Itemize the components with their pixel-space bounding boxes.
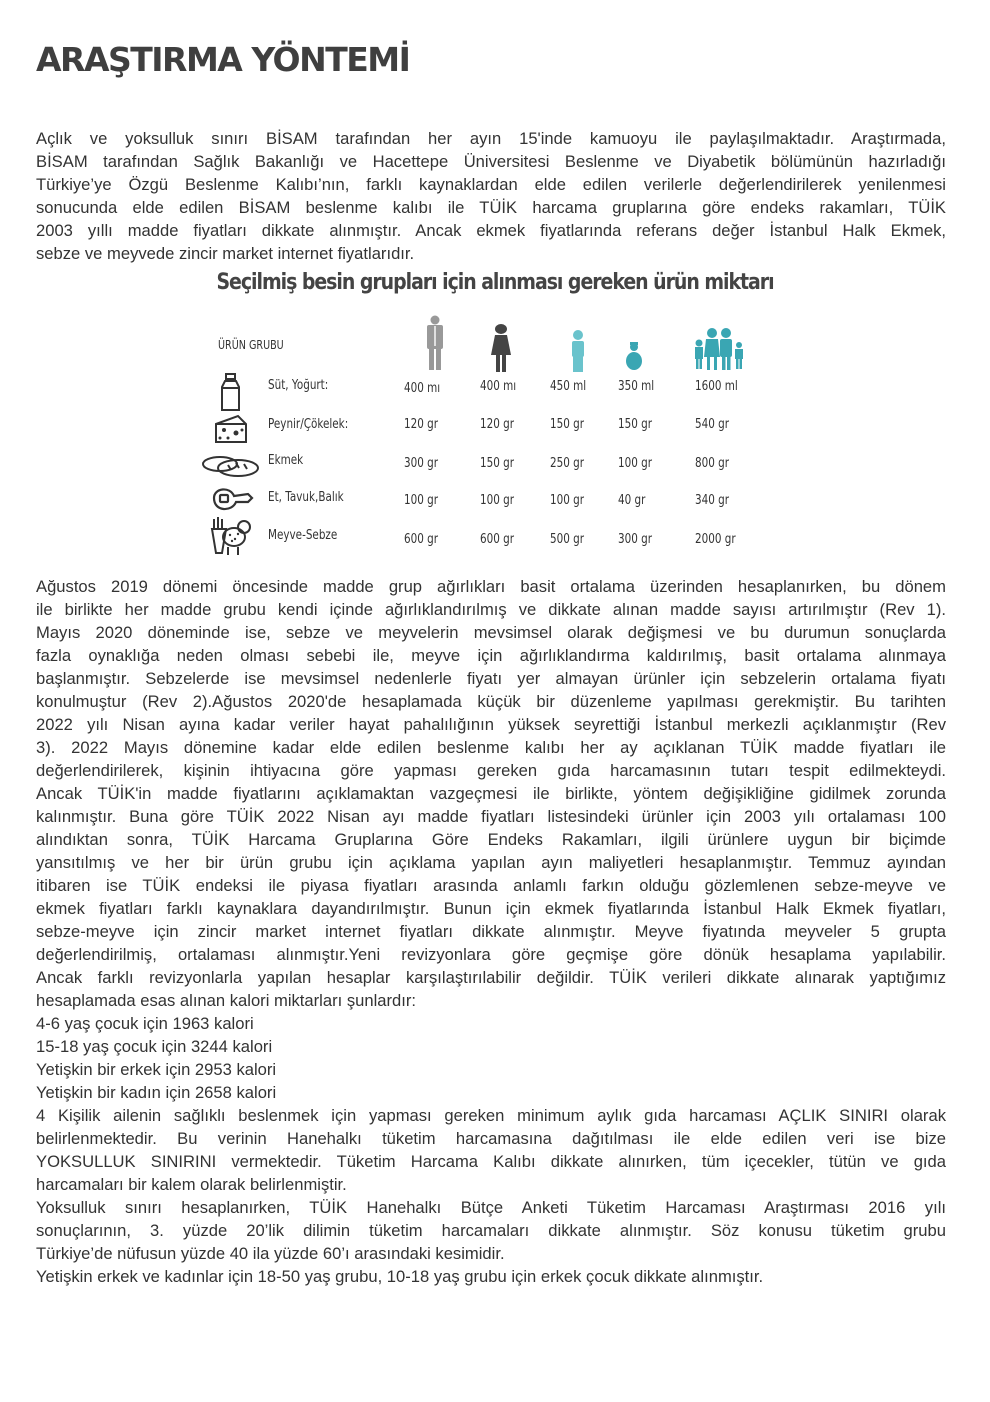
- value-cell: 120 gr: [404, 417, 439, 432]
- row-label: Ekmek: [268, 453, 304, 468]
- fruit-vegetable-icon: [200, 515, 260, 555]
- product-group-header: ÜRÜN GRUBU: [218, 338, 284, 352]
- row-label: Peynir/Çökelek:: [268, 417, 349, 432]
- row-label: Meyve-Sebze: [268, 528, 338, 543]
- paragraph-line: 4 Kişilik ailenin sağlıklı beslenmek için yapması gereken minimum aylık gıda harcaması AÇLIK SINIRI olarak: [36, 1106, 946, 1125]
- young-child-icon: [625, 342, 643, 372]
- paragraph-line: Ancak TÜİK'in madde fiyatlarını açıklamaktan vazgeçmesi ile birlikte, yöntem değişikliğine gidilmek zorunda: [36, 784, 946, 803]
- value-cell: 600 gr: [404, 532, 439, 547]
- value-cell: 40 gr: [618, 493, 646, 508]
- value-cell: 500 gr: [550, 532, 585, 547]
- paragraph-line: kalınmıştır. Buna göre TÜİK 2022 Nisan ayı madde fiyatları listesindeki ürünler için 2003 yılı ortalaması 100: [36, 807, 946, 826]
- intro-line: sebze ve meyvede zincir market internet fiyatlarıdır.: [36, 244, 415, 263]
- milk-bottle-icon: [200, 372, 260, 412]
- value-cell: 540 gr: [695, 417, 730, 432]
- value-cell: 250 gr: [550, 456, 585, 471]
- paragraph-line: Yetişkin erkek ve kadınlar için 18-50 yaş grubu, 10-18 yaş grubu için erkek çocuk dikkate alınmıştır.: [36, 1267, 764, 1286]
- infographic-title: Seçilmiş besin grupları için alınması gereken ürün miktarı: [216, 270, 774, 295]
- paragraph-line: Ağustos 2019 dönemi öncesinde madde grup ağırlıkları basit ortalama üzerinden hesaplanırken, bu dönem: [36, 577, 946, 596]
- paragraph-line: değerlendirilmiş, ortalaması alınmıştır.Yeni revizyonlara göre geçmişe göre dönük hesaplama yapılabilir.: [36, 945, 946, 964]
- value-cell: 150 gr: [618, 417, 653, 432]
- cheese-icon: [200, 408, 260, 448]
- paragraph-line: sebze-meyve için zincir market internet fiyatları dikkate alınmıştır. Meyve fiyatında meyveler 5 grupta: [36, 922, 946, 941]
- paragraph-line: Mayıs 2020 döneminde ise, sebze ve meyvelerin mevsimsel olarak değişmesi ve bu durumun sonuçlarda: [36, 623, 946, 642]
- value-cell: 600 gr: [480, 532, 515, 547]
- value-cell: 450 ml: [550, 379, 587, 394]
- paragraph-line: Ancak farklı revizyonlarla yapılan hesaplar karşılaştırılabilir değildir. TÜİK verileri dikkate alınarak yaptığımız: [36, 968, 946, 987]
- intro-line: sonucunda elde edilen BİSAM beslenme kalıbı ile TÜİK harcama gruplarına göre endeks rakamları, TÜİK: [36, 198, 946, 217]
- paragraph-line: konulmuştur (Rev 2).Ağustos 2020'de hesaplamada küçük bir düzenleme yapılması gerekmiştir. Bu tarihten: [36, 692, 946, 711]
- paragraph-line: Yetişkin bir kadın için 2658 kalori: [36, 1083, 277, 1102]
- paragraph-line: ile birlikte her madde grubu kendi içinde ağırlıklandırılmış ve dikkate alınan madde sayısı artırılmıştır (Rev 1).: [36, 600, 946, 619]
- paragraph-line: 3). 2022 Mayıs dönemine kadar elde edilen beslenme kalıbı her ay açıklanan TÜİK madde fiyatları ile: [36, 738, 946, 757]
- paragraph-line: YOKSULLUK SINIRINI vermektedir. Tüketim Harcama Kalıbı dikkate alınırken, tüm içecekler, tütün ve gıda: [36, 1152, 946, 1171]
- value-cell: 100 gr: [618, 456, 653, 471]
- value-cell: 100 gr: [404, 493, 439, 508]
- paragraph-line: başlanmıştır. Sebzelerde ise mevsimsel nedenlerle fiyatı yer almayan ürünler için sebzelerin ortalama fiyatı: [36, 669, 946, 688]
- value-cell: 100 gr: [480, 493, 515, 508]
- value-cell: 350 ml: [618, 379, 655, 394]
- paragraph-line: fazla oynaklığa neden olması sebebi ile, meyve için ağırlıklandırma kaldırılmış, basit ortalama alınmaya: [36, 646, 946, 665]
- paragraph-line: yansıtılmış ve her bir ürün grubu için açıklama yapılan ayın maliyetleri hesaplanmıştır. Temmuz ayından: [36, 853, 946, 872]
- family-icon: [693, 327, 745, 371]
- value-cell: 150 gr: [550, 417, 585, 432]
- paragraph-line: 4-6 yaş çocuk için 1963 kalori: [36, 1014, 254, 1033]
- adult-woman-icon: [489, 323, 513, 373]
- intro-line: Açlık ve yoksulluk sınırı BİSAM tarafından her ayın 15'inde kamuoyu ile paylaşılmaktadır. Araştırmada,: [36, 129, 946, 148]
- row-label: Et, Tavuk,Balık: [268, 490, 344, 505]
- intro-line: Türkiye’ye Özgü Beslenme Kalıbı’nın, farklı kaynaklardan elde edilen verilerle değerlendirilerek yenilenmesi: [36, 175, 946, 194]
- paragraph-line: belirlenmektedir. Bu verinin Hanehalkı tüketim harcamasına dağıtılması ile elde edilen veri ise bize: [36, 1129, 946, 1148]
- value-cell: 120 gr: [480, 417, 515, 432]
- value-cell: 340 gr: [695, 493, 730, 508]
- intro-paragraph: [36, 127, 946, 265]
- methodology-paragraph: [36, 575, 946, 1288]
- paragraph-line: hesaplamada esas alınan kalori miktarları şunlardır:: [36, 991, 416, 1010]
- paragraph-line: harcamaları bir kalem olarak belirlenmiştir.: [36, 1175, 347, 1194]
- value-cell: 300 gr: [618, 532, 653, 547]
- value-cell: 150 gr: [480, 456, 515, 471]
- food-quantity-infographic: [0, 270, 990, 570]
- paragraph-line: Türkiye’de nüfusun yüzde 40 ila yüzde 60’ı arasındaki kesimidir.: [36, 1244, 505, 1263]
- paragraph-line: Yetişkin bir erkek için 2953 kalori: [36, 1060, 277, 1079]
- intro-line: BİSAM tarafından Sağlık Bakanlığı ve Hacettepe Üniversitesi Beslenme ve Diyabetik bölümünün hazırladığı: [36, 152, 946, 171]
- row-label: Süt, Yoğurt:: [268, 378, 329, 393]
- paragraph-line: 2022 yılı Nisan ayına kadar veriler hayat pahalılığının yüksek seyrettiği İstanbul merkezli açıklanmıştır (Rev: [36, 715, 946, 734]
- paragraph-line: alındıktan sonra, TÜİK Harcama Gruplarına Göre Endeks Rakamları, ilgili ürünlere uygun bir biçimde: [36, 830, 946, 849]
- paragraph-line: değerlendirilerek, kişinin ihtiyacına göre yapması gereken gıda harcamasının tutarı tespit edilmekteydi.: [36, 761, 946, 780]
- value-cell: 100 gr: [550, 493, 585, 508]
- value-cell: 400 mı: [480, 379, 517, 394]
- adult-man-icon: [424, 315, 446, 371]
- value-cell: 400 mı: [404, 381, 441, 396]
- paragraph-line: 15-18 yaş çocuk için 3244 kalori: [36, 1037, 273, 1056]
- bread-icon: [200, 445, 260, 485]
- value-cell: 1600 ml: [695, 379, 738, 394]
- paragraph-line: itibaren ise TÜİK endeksi ile piyasa fiyatları arasında anlamlı farkın olduğu gözlemlenen sebze-meyve ve: [36, 876, 946, 895]
- page-title: ARAŞTIRMA YÖNTEMİ: [36, 40, 410, 79]
- paragraph-line: ekmek fiyatları farklı kaynaklara dayandırılmıştır. Bunun için ekmek fiyatlarında İstanbul Halk Ekmek fiyatları,: [36, 899, 946, 918]
- teen-child-icon: [570, 330, 586, 373]
- intro-line: 2003 yıllı madde fiyatları dikkate alınmıştır. Ancak ekmek fiyatlarında referans değer İstanbul Halk Ekmek,: [36, 221, 946, 240]
- value-cell: 2000 gr: [695, 532, 736, 547]
- meat-icon: [200, 480, 260, 520]
- paragraph-line: sonuçlarının, 3. yüzde 20’lik dilimin tüketim harcamaları dikkate alınmıştır. Söz konusu tüketim grubu: [36, 1221, 946, 1240]
- value-cell: 300 gr: [404, 456, 439, 471]
- paragraph-line: Yoksulluk sınırı hesaplanırken, TÜİK Hanehalkı Bütçe Anketi Tüketim Harcaması Araştırması 2016 yılı: [36, 1198, 946, 1217]
- value-cell: 800 gr: [695, 456, 730, 471]
